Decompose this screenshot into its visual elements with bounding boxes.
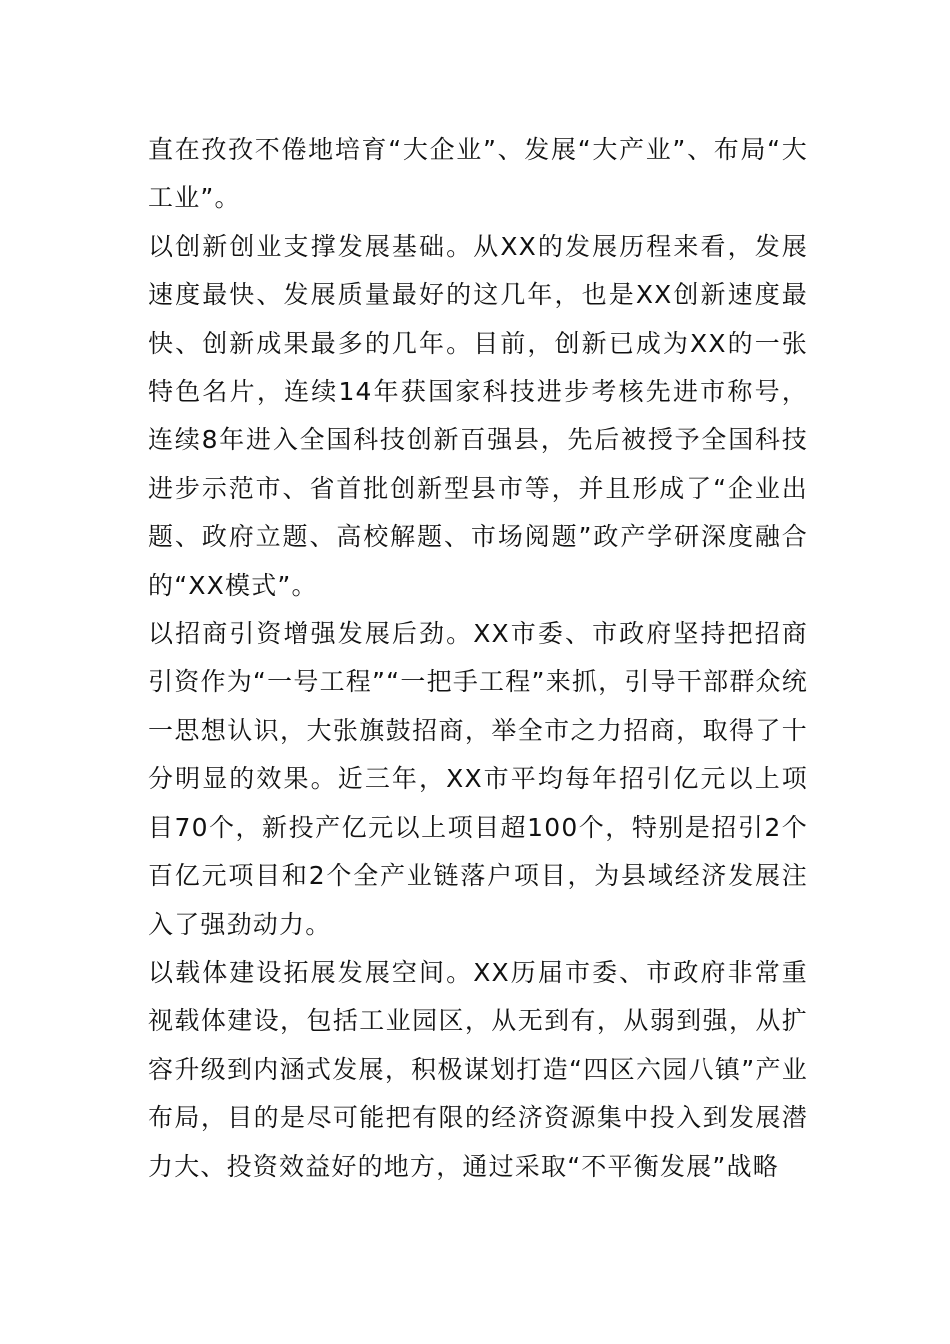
paragraph-investment: 以招商引资增强发展后劲。XX市委、市政府坚持把招商引资作为“一号工程”“一把手工程”来抓，引导干部群众统一思想认识，大张旗鼓招商，举全市之力招商，取得了十分明显的效果。近三年，XX市平均每年招引亿元以上项目70个，新投产亿元以上项目超100个，特别是招引2个百亿元项目和2个全产业链落户项目，为县域经济发展注入了强劲动力。 xyxy=(148,619,808,939)
paragraph-innovation: 以创新创业支撑发展基础。从XX的发展历程来看，发展速度最快、发展质量最好的这几年，也是XX创新速度最快、创新成果最多的几年。目前，创新已成为XX的一张特色名片，连续14年获国家科技进步考核先进市称号，连续8年进入全国科技创新百强县，先后被授予全国科技进步示范市、省首批创新型县市等，并且形成了“企业出题、政府立题、高校解题、市场阅题”政产学研深度融合的“XX模式”。 xyxy=(148,231,808,600)
paragraph-carrier-construction: 以载体建设拓展发展空间。XX历届市委、市政府非常重视载体建设，包括工业园区，从无到有，从弱到强，从扩容升级到内涵式发展，积极谋划打造“四区六园八镇”产业布局，目的是尽可能把有限的经济资源集中投入到发展潜力大、投资效益好的地方，通过采取“不平衡发展”战略 xyxy=(148,957,808,1181)
paragraph-continuation: 直在孜孜不倦地培育“大企业”、发展“大产业”、布局“大工业”。 xyxy=(148,135,808,213)
document-body xyxy=(148,126,808,1191)
